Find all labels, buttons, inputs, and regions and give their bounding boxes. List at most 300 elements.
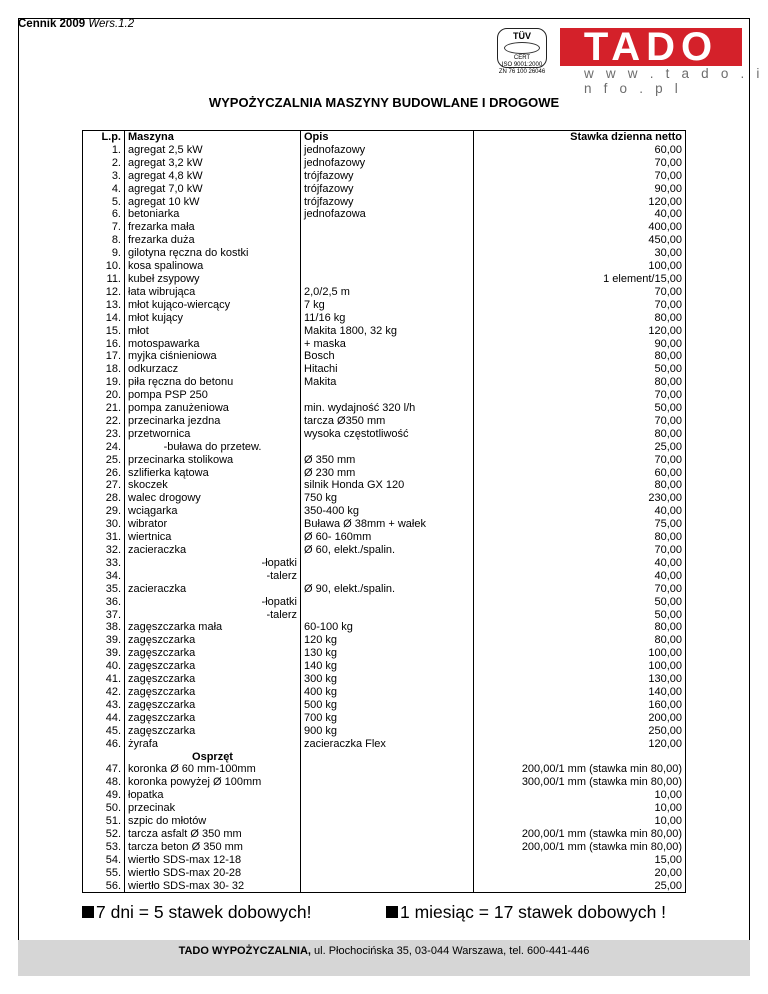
table-row: [83, 738, 686, 751]
row-description: [301, 776, 474, 789]
footer-address: ul. Płochocińska 35, 03-044 Warszawa, tel. 600-441-446: [310, 945, 590, 957]
row-description: 300 kg: [301, 673, 474, 686]
row-rate: 450,00: [648, 234, 682, 247]
row-machine: frezarka duża: [125, 234, 301, 247]
row-description: 140 kg: [301, 660, 474, 673]
row-machine: wiertnica: [125, 531, 301, 544]
row-lp: 8.: [83, 234, 125, 247]
table-row: [83, 247, 686, 260]
row-lp: 45.: [83, 725, 125, 738]
row-machine: pompa PSP 250: [125, 389, 301, 402]
note-monthly: [386, 902, 666, 923]
row-machine: przetwornica: [125, 428, 301, 441]
footer-company: TADO WYPOŻYCZALNIA,: [178, 945, 311, 957]
row-rate: 70,00: [654, 298, 682, 311]
table-row: [83, 828, 686, 841]
row-lp: 35.: [83, 583, 125, 596]
row-lp: [83, 751, 125, 764]
row-machine: piła ręczna do betonu: [125, 376, 301, 389]
row-lp: 21.: [83, 402, 125, 415]
row-lp: 29.: [83, 505, 125, 518]
row-description: Ø 230 mm: [301, 467, 474, 480]
table-row: [83, 157, 686, 170]
row-description: Buława Ø 38mm + wałek: [301, 518, 474, 531]
row-lp: 9.: [83, 247, 125, 260]
table-row: [83, 492, 686, 505]
row-lp: 36.: [83, 596, 125, 609]
row-lp: 11.: [83, 273, 125, 286]
row-machine: -talerz: [125, 609, 301, 622]
row-rate: 70,00: [654, 285, 682, 298]
row-description: [301, 802, 474, 815]
row-machine: wibrator: [125, 518, 301, 531]
row-rate: 80,00: [654, 376, 682, 389]
row-rate: 50,00: [654, 402, 682, 415]
row-rate: 80,00: [654, 427, 682, 440]
row-description: [301, 234, 474, 247]
table-row: [83, 686, 686, 699]
row-description: [301, 854, 474, 867]
table-row: [83, 183, 686, 196]
row-lp: 46.: [83, 738, 125, 751]
row-machine: młot kująco-wiercący: [125, 299, 301, 312]
tuv-oval-icon: [504, 42, 540, 54]
row-lp: 23.: [83, 428, 125, 441]
table-row: [83, 144, 686, 157]
row-lp: 42.: [83, 686, 125, 699]
row-lp: 30.: [83, 518, 125, 531]
table-row: [83, 751, 686, 764]
row-lp: 37.: [83, 609, 125, 622]
row-machine: wciągarka: [125, 505, 301, 518]
table-row: [83, 621, 686, 634]
table-row: [83, 170, 686, 183]
table-row: [83, 841, 686, 854]
table-row: [83, 880, 686, 893]
header-name: Maszyna: [125, 131, 301, 144]
row-description: 700 kg: [301, 712, 474, 725]
table-row: [83, 479, 686, 492]
table-row: [83, 763, 686, 776]
table-row: [83, 699, 686, 712]
row-rate: 70,00: [654, 453, 682, 466]
row-machine: -talerz: [125, 570, 301, 583]
row-rate: 100,00: [648, 260, 682, 273]
table-row: [83, 647, 686, 660]
row-lp: 20.: [83, 389, 125, 402]
price-list-title: Cennik 2009: [18, 18, 86, 30]
row-description: [301, 570, 474, 583]
row-lp: 51.: [83, 815, 125, 828]
row-machine: zagęszczarka: [125, 660, 301, 673]
row-lp: 47.: [83, 763, 125, 776]
row-lp: 38.: [83, 621, 125, 634]
row-description: 400 kg: [301, 686, 474, 699]
row-machine: frezarka mała: [125, 221, 301, 234]
row-description: [301, 260, 474, 273]
row-description: 350-400 kg: [301, 505, 474, 518]
row-lp: 39.: [83, 634, 125, 647]
row-machine: -buława do przetew.: [125, 441, 301, 454]
table-row: [83, 583, 686, 596]
row-rate: 120,00: [648, 195, 682, 208]
row-description: [301, 441, 474, 454]
tuv-line4: ZN 76 100 26046: [498, 69, 546, 75]
row-description: [301, 609, 474, 622]
row-description: Makita 1800, 32 kg: [301, 325, 474, 338]
row-machine: zagęszczarka: [125, 647, 301, 660]
row-rate: 40,00: [654, 208, 682, 221]
row-rate: 10,00: [654, 802, 682, 815]
row-machine: zacieraczka: [125, 544, 301, 557]
row-description: [301, 815, 474, 828]
table-row: [83, 196, 686, 209]
row-machine: gilotyna ręczna do kostki: [125, 247, 301, 260]
row-description: jednofazowa: [301, 208, 474, 221]
table-row: [83, 467, 686, 480]
row-rate: 70,00: [654, 414, 682, 427]
row-machine: -łopatki: [125, 557, 301, 570]
row-lp: 52.: [83, 828, 125, 841]
row-rate: 200,00/1 mm (stawka min 80,00): [521, 763, 682, 776]
row-description: [301, 789, 474, 802]
row-lp: 53.: [83, 841, 125, 854]
row-machine: zagęszczarka: [125, 712, 301, 725]
row-rate: 15,00: [654, 853, 682, 866]
table-header-row: [83, 131, 686, 144]
row-rate: 25,00: [654, 440, 682, 453]
price-list-header: [18, 18, 134, 30]
row-rate: 90,00: [654, 337, 682, 350]
row-rate: 70,00: [654, 544, 682, 556]
row-rate: 10,00: [654, 815, 682, 828]
row-description: [301, 221, 474, 234]
tuv-line1: TÜV: [513, 31, 531, 41]
row-description: [301, 557, 474, 570]
row-machine: wiertło SDS-max 30- 32: [125, 880, 301, 893]
row-rate: 200,00/1 mm (stawka min 80,00): [521, 840, 682, 853]
row-rate: 120,00: [648, 324, 682, 337]
table-row: [83, 609, 686, 622]
row-rate: 70,00: [654, 169, 682, 182]
row-machine: łata wibrująca: [125, 286, 301, 299]
table-row: [83, 389, 686, 402]
table-row: [83, 428, 686, 441]
row-machine: przecinarka jezdna: [125, 415, 301, 428]
row-machine: betoniarka: [125, 208, 301, 221]
row-description: 120 kg: [301, 634, 474, 647]
bullet-square-icon: [386, 906, 398, 918]
row-machine: Osprzęt: [125, 751, 301, 764]
table-row: [83, 402, 686, 415]
row-rate: 50,00: [654, 608, 682, 621]
row-description: [301, 867, 474, 880]
row-machine: motospawarka: [125, 338, 301, 351]
row-lp: 43.: [83, 699, 125, 712]
row-lp: 1.: [83, 144, 125, 157]
row-description: silnik Honda GX 120: [301, 479, 474, 492]
row-lp: 48.: [83, 776, 125, 789]
table-row: [83, 557, 686, 570]
row-description: jednofazowy: [301, 157, 474, 170]
row-description: Ø 90, elekt./spalin.: [301, 583, 474, 596]
row-lp: 13.: [83, 299, 125, 312]
row-lp: 25.: [83, 454, 125, 467]
row-machine: koronka Ø 60 mm-100mm: [125, 763, 301, 776]
row-lp: 33.: [83, 557, 125, 570]
row-rate: 10,00: [654, 789, 682, 802]
row-description: 11/16 kg: [301, 312, 474, 325]
row-lp: 19.: [83, 376, 125, 389]
row-rate: 80,00: [654, 311, 682, 324]
table-row: [83, 867, 686, 880]
row-lp: 31.: [83, 531, 125, 544]
row-lp: 41.: [83, 673, 125, 686]
row-description: 60-100 kg: [301, 621, 474, 634]
row-lp: 26.: [83, 467, 125, 480]
row-lp: 5.: [83, 196, 125, 209]
row-lp: 6.: [83, 208, 125, 221]
row-rate: 70,00: [654, 582, 682, 595]
table-row: [83, 660, 686, 673]
row-rate: 100,00: [648, 647, 682, 660]
row-description: [301, 247, 474, 260]
table-row: [83, 673, 686, 686]
table-row: [83, 234, 686, 247]
row-description: 7 kg: [301, 299, 474, 312]
row-machine: wiertło SDS-max 12-18: [125, 854, 301, 867]
row-rate: 50,00: [654, 595, 682, 608]
row-lp: 22.: [83, 415, 125, 428]
row-rate: 70,00: [654, 389, 682, 402]
row-machine: kosa spalinowa: [125, 260, 301, 273]
table-row: [83, 273, 686, 286]
row-rate: [474, 751, 686, 764]
table-row: [83, 415, 686, 428]
row-lp: 24.: [83, 441, 125, 454]
note-weekly: [82, 902, 311, 923]
row-description: [301, 751, 474, 764]
row-rate: 50,00: [654, 363, 682, 376]
row-rate: 20,00: [654, 866, 682, 879]
row-lp: 50.: [83, 802, 125, 815]
row-machine: młot: [125, 325, 301, 338]
tado-logo: TADO: [560, 28, 742, 66]
table-row: [83, 634, 686, 647]
row-machine: młot kujący: [125, 312, 301, 325]
header-rate: Stawka dzienna netto: [570, 131, 682, 143]
row-rate: 30,00: [654, 247, 682, 260]
row-lp: 16.: [83, 338, 125, 351]
row-lp: 2.: [83, 157, 125, 170]
row-lp: 54.: [83, 854, 125, 867]
table-row: [83, 350, 686, 363]
row-machine: kubeł zsypowy: [125, 273, 301, 286]
row-machine: żyrafa: [125, 738, 301, 751]
table-row: [83, 376, 686, 389]
row-rate: 75,00: [654, 518, 682, 531]
table-row: [83, 454, 686, 467]
row-description: Ø 60- 160mm: [301, 531, 474, 544]
table-row: [83, 518, 686, 531]
row-rate: 90,00: [654, 182, 682, 195]
row-description: [301, 273, 474, 286]
table-row: [83, 815, 686, 828]
tuv-line3: ISO 9001:2000: [501, 62, 543, 68]
row-rate: 60,00: [654, 143, 682, 156]
row-description: min. wydajność 320 l/h: [301, 402, 474, 415]
row-rate: 80,00: [654, 621, 682, 634]
row-description: 500 kg: [301, 699, 474, 712]
note-monthly-text: 1 miesiąc = 17 stawek dobowych !: [400, 902, 667, 922]
row-machine: wiertło SDS-max 20-28: [125, 867, 301, 880]
row-machine: pompa zanużeniowa: [125, 402, 301, 415]
row-machine: odkurzacz: [125, 363, 301, 376]
row-lp: 44.: [83, 712, 125, 725]
row-description: 130 kg: [301, 647, 474, 660]
row-description: zacieraczka Flex: [301, 738, 474, 751]
header-desc: Opis: [301, 131, 474, 144]
row-machine: zagęszczarka: [125, 725, 301, 738]
table-row: [83, 299, 686, 312]
row-lp: 4.: [83, 183, 125, 196]
version-label: Wers.1.2: [88, 18, 135, 30]
row-rate: 80,00: [654, 634, 682, 647]
row-lp: 34.: [83, 570, 125, 583]
table-row: [83, 312, 686, 325]
row-description: Bosch: [301, 350, 474, 363]
row-rate: 80,00: [654, 479, 682, 492]
row-description: Ø 350 mm: [301, 454, 474, 467]
row-machine: agregat 3,2 kW: [125, 157, 301, 170]
row-description: [301, 828, 474, 841]
row-lp: 39.: [83, 647, 125, 660]
row-rate: 25,00: [654, 879, 682, 892]
row-machine: tarcza asfalt Ø 350 mm: [125, 828, 301, 841]
row-rate: 300,00/1 mm (stawka min 80,00): [521, 776, 682, 789]
table-row: [83, 854, 686, 867]
row-description: Makita: [301, 376, 474, 389]
row-machine: zagęszczarka: [125, 699, 301, 712]
row-description: 750 kg: [301, 492, 474, 505]
table-row: [83, 363, 686, 376]
row-machine: walec drogowy: [125, 492, 301, 505]
table-row: [83, 260, 686, 273]
row-lp: 7.: [83, 221, 125, 234]
table-row: [83, 221, 686, 234]
table-row: [83, 325, 686, 338]
table-row: [83, 544, 686, 557]
bullet-square-icon: [82, 906, 94, 918]
tuv-cert-logo: [497, 28, 547, 75]
row-lp: 18.: [83, 363, 125, 376]
row-machine: przecinarka stolikowa: [125, 454, 301, 467]
row-description: [301, 841, 474, 854]
table-row: [83, 725, 686, 738]
footer: [18, 940, 750, 976]
row-rate: 60,00: [654, 466, 682, 479]
row-description: [301, 763, 474, 776]
price-table: [82, 130, 686, 893]
row-rate: 80,00: [654, 350, 682, 363]
row-lp: 28.: [83, 492, 125, 505]
row-description: 2,0/2,5 m: [301, 286, 474, 299]
row-rate: 200,00/1 mm (stawka min 80,00): [521, 827, 682, 840]
table-row: [83, 789, 686, 802]
row-machine: szpic do młotów: [125, 815, 301, 828]
row-lp: 56.: [83, 880, 125, 893]
table-row: [83, 712, 686, 725]
row-rate: 1 element/15,00: [603, 272, 682, 285]
table-row: [83, 570, 686, 583]
note-weekly-text: 7 dni = 5 stawek dobowych!: [96, 902, 312, 922]
row-machine: zagęszczarka: [125, 673, 301, 686]
row-machine: łopatka: [125, 789, 301, 802]
table-row: [83, 208, 686, 221]
row-description: [301, 389, 474, 402]
header-lp: L.p.: [83, 131, 125, 144]
page-title: WYPOŻYCZALNIA MASZYNY BUDOWLANE I DROGOWE: [208, 95, 560, 110]
row-machine: zagęszczarka mała: [125, 621, 301, 634]
row-description: 900 kg: [301, 725, 474, 738]
row-lp: 3.: [83, 170, 125, 183]
row-description: trójfazowy: [301, 196, 474, 209]
row-machine: zacieraczka: [125, 583, 301, 596]
tado-url: w w w . t a d o . i n f o . p l: [584, 66, 764, 96]
table-row: [83, 286, 686, 299]
table-row: [83, 505, 686, 518]
row-rate: 40,00: [654, 569, 682, 582]
row-description: Ø 60, elekt./spalin.: [301, 544, 474, 557]
row-description: wysoka częstotliwość: [301, 428, 474, 441]
row-machine: koronka powyżej Ø 100mm: [125, 776, 301, 789]
row-rate: 80,00: [654, 531, 682, 544]
row-machine: agregat 10 kW: [125, 196, 301, 209]
row-machine: zagęszczarka: [125, 686, 301, 699]
row-lp: 27.: [83, 479, 125, 492]
row-lp: 10.: [83, 260, 125, 273]
row-machine: agregat 4,8 kW: [125, 170, 301, 183]
row-rate: 120,00: [648, 737, 682, 750]
table-row: [83, 531, 686, 544]
row-lp: 14.: [83, 312, 125, 325]
row-rate: 230,00: [648, 492, 682, 505]
table-row: [83, 338, 686, 351]
row-rate: 40,00: [654, 556, 682, 569]
row-description: [301, 880, 474, 893]
row-lp: 32.: [83, 544, 125, 557]
row-machine: myjka ciśnieniowa: [125, 350, 301, 363]
row-machine: tarcza beton Ø 350 mm: [125, 841, 301, 854]
row-rate: 140,00: [648, 685, 682, 698]
row-machine: agregat 7,0 kW: [125, 183, 301, 196]
table-row: [83, 776, 686, 789]
table-row: [83, 596, 686, 609]
row-rate: 40,00: [654, 505, 682, 518]
row-rate: 100,00: [648, 660, 682, 673]
row-rate: 250,00: [648, 724, 682, 737]
row-description: + maska: [301, 338, 474, 351]
table-row: [83, 441, 686, 454]
row-description: jednofazowy: [301, 144, 474, 157]
row-description: Hitachi: [301, 363, 474, 376]
row-lp: 12.: [83, 286, 125, 299]
row-lp: 49.: [83, 789, 125, 802]
tuv-line2: CERT: [513, 55, 531, 61]
row-machine: skoczek: [125, 479, 301, 492]
row-machine: -łopatki: [125, 596, 301, 609]
row-lp: 15.: [83, 325, 125, 338]
